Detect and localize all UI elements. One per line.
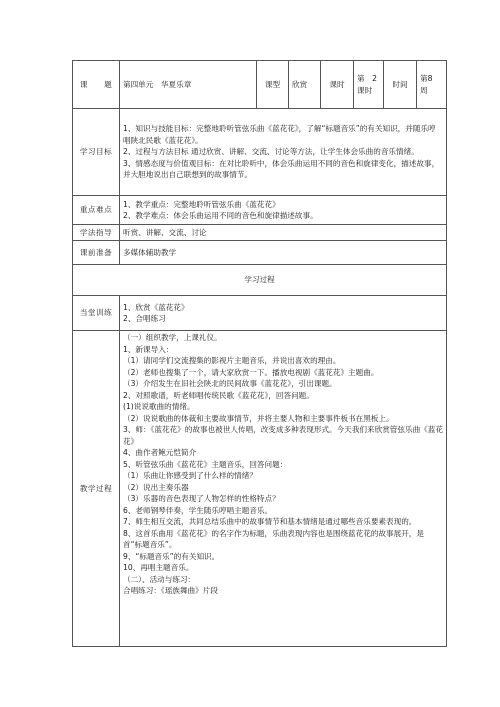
teaching-line: （2）说说歌曲的体裁和主要故事情节，并将主要人物和主要事件板书在黑板上。	[123, 413, 394, 423]
lesson-plan-sheet	[72, 60, 446, 647]
teaching-line: 3、师：《蓝花花》的故事也被世人传唱，改变成多种表现形式。今天我们来欣赏管弦乐曲《蓝花花》	[123, 425, 443, 446]
header-row	[73, 61, 447, 109]
time-value	[417, 61, 447, 109]
goals-row	[73, 109, 447, 196]
teaching-line: （一）组织教学，上课礼仪。	[123, 333, 222, 342]
teaching-line: （3）介绍发生在旧社会陕北的民间故事《蓝花花》，引出课题。	[123, 379, 337, 388]
keypoints-label: 重点难点	[73, 196, 120, 225]
goal-line: 3、情感态度与价值观目标：在对比聆听中，体会乐曲运用不同的音色和旋律变化，描述故事，并大胆地说出自己联想到的故事情节。	[123, 158, 440, 180]
type-value: 欣赏	[289, 61, 321, 109]
guidance-value: 听赏、讲解、交流、讨论	[120, 225, 447, 241]
keypoint-line: 1、教学重点：完整地聆听管弦乐曲《蓝花花》	[123, 199, 280, 209]
practice-content	[120, 296, 447, 331]
period-line-1: 第 2	[357, 74, 378, 83]
practice-line: 1、欣赏《蓝花花》	[123, 302, 189, 312]
process-title-row	[73, 265, 447, 296]
topic-label: 课 题	[73, 61, 120, 109]
teaching-line: 9、“标题音乐”的有关知识。	[123, 551, 220, 561]
teaching-line: (1)说说歌曲的情绪。	[123, 402, 195, 411]
teaching-line: 5、听管弦乐曲《蓝花花》主题音乐，回答问题：	[123, 459, 288, 469]
guidance-row	[73, 225, 447, 241]
keypoint-line: 2、教学难点：体会乐曲运用不同的音色和旋律描述故事。	[123, 211, 318, 220]
teaching-line: （1）乐曲让你感受到了什么样的情绪？	[123, 471, 257, 480]
teaching-line: （2）老师也搜集了一个，请大家欣赏一下。播放电视剧《蓝花花》主题曲。	[123, 367, 379, 377]
keypoints-row	[73, 196, 447, 225]
teaching-row	[73, 331, 447, 647]
teaching-line: 1、新课导入：	[123, 344, 174, 354]
practice-label: 当堂训练	[73, 296, 120, 331]
period-label: 课时	[321, 61, 354, 109]
goal-line: 2、过程与方法目标 通过欣赏、讲解、交流、讨论等方法，让学生体会乐曲的音乐情绪。	[123, 147, 419, 157]
practice-line: 2、合唱练习	[123, 314, 166, 323]
teaching-line: （1）请同学们交流搜集的影视片主题音乐，并说出喜欢的理由。	[123, 356, 341, 365]
teaching-line: 合唱练习：《瑶族舞曲》片段	[123, 586, 218, 595]
time-line-1: 第8	[420, 74, 433, 83]
guidance-label: 学法指导	[73, 225, 120, 241]
teaching-line: （2）说出主奏乐器	[123, 482, 189, 492]
teaching-content	[120, 331, 447, 647]
process-title: 学习过程	[73, 265, 447, 296]
period-line-2: 课时	[357, 85, 373, 95]
keypoints-content	[120, 196, 447, 225]
teaching-label: 教学过程	[73, 331, 120, 647]
goals-content	[120, 109, 447, 196]
topic-value: 第四单元 华夏乐章	[120, 61, 257, 109]
time-line-2: 周	[420, 85, 428, 95]
prep-row	[73, 241, 447, 265]
prep-label: 课前准备	[73, 241, 120, 265]
prep-value: 多媒体辅助教学	[120, 241, 447, 265]
teaching-line: 10、再唱主题音乐。	[123, 563, 194, 572]
teaching-line: 8、这首乐曲用《蓝花花》的名字作为标题，乐曲表现内容也是围绕蓝花花的故事展开，是首“标题音乐”。	[123, 528, 424, 549]
type-label: 课型	[257, 61, 289, 109]
goals-label: 学习目标	[73, 109, 120, 196]
teaching-line: 2、对照歌谱，听老师唱传统民歌《蓝花花》，回答问题。	[123, 390, 314, 400]
lesson-plan-table	[72, 60, 447, 647]
teaching-line: 4、曲作者鲍元恺简介	[123, 448, 197, 457]
teaching-line: （3）乐器的音色表现了人物怎样的性格特点？	[123, 494, 280, 503]
time-label: 时间	[384, 61, 417, 109]
goal-line: 1、知识与技能目标：完整地聆听管弦乐曲《蓝花花》，了解“标题音乐”的有关知识，并随乐哼唱陕北民歌《蓝花花》。	[123, 124, 436, 145]
teaching-line: （二）、活动与练习：	[123, 574, 196, 584]
period-value	[354, 61, 384, 109]
teaching-line: 6、老师钢琴伴奏，学生随乐哼唱主题音乐。	[123, 505, 273, 515]
teaching-line: 7、师生相互交流，共同总结乐曲中的故事情节和基本情绪是通过哪些音乐要素表现的。	[123, 517, 417, 526]
practice-row	[73, 296, 447, 331]
